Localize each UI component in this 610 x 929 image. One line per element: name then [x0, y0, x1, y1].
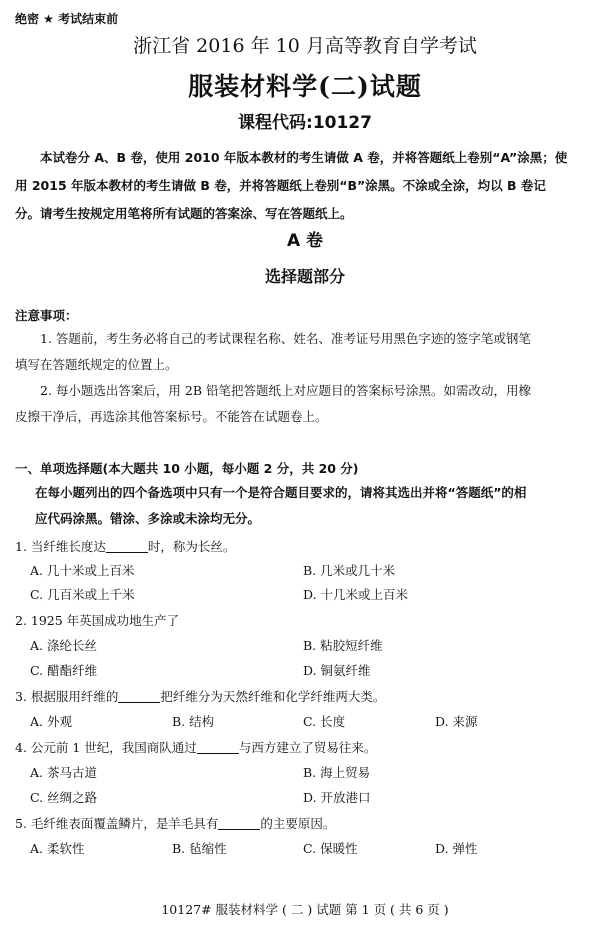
option-a: A. 涤纶长丝 [30, 638, 97, 653]
option-c: C. 丝绸之路 [30, 790, 98, 805]
question-stem: 时，称为长丝。 [147, 539, 236, 554]
option-d: D. 来源 [435, 714, 478, 729]
option-b: B. 毡缩性 [172, 841, 227, 856]
question-2 [15, 611, 179, 629]
exam-title: 浙江省 2016 年 10 月高等教育自学考试 [133, 35, 477, 57]
option-d: D. 开放港口 [303, 790, 371, 805]
choice-part-title: 选择题部分 [264, 267, 345, 286]
notice-item: 1. 答题前，考生务必将自己的考试课程名称、姓名、准考证号用黑色字迹的签字笔或钢笔 [40, 331, 531, 346]
page-footer: 10127# 服装材料学 ( 二 ) 试题 第 1 页 ( 共 6 页 ) [161, 902, 449, 917]
option-c: C. 保暖性 [303, 841, 358, 856]
question-stem: 把纤维分为天然纤维和化学纤维两大类。 [160, 689, 386, 704]
answer-blank [118, 690, 160, 703]
option-c: C. 长度 [303, 714, 346, 729]
option-b: B. 粘胶短纤维 [303, 638, 383, 653]
option-b: B. 海上贸易 [303, 765, 371, 780]
exam-instructions [15, 144, 595, 228]
option-b: B. 结构 [172, 714, 215, 729]
question-4 [15, 738, 376, 756]
option-b: B. 几米或几十米 [303, 563, 396, 578]
section-heading: 一、单项选择题(本大题共 10 小题，每小题 2 分，共 20 分) [15, 461, 359, 476]
option-c: C. 几百米或上千米 [30, 587, 135, 602]
question-stem: 4. 公元前 1 世纪，我国商队通过 [15, 740, 197, 755]
question-stem: 3. 根据服用纤维的 [15, 689, 119, 704]
question-stem: 5. 毛纤维表面覆盖鳞片，是羊毛具有 [15, 816, 219, 831]
answer-blank [197, 741, 239, 754]
notice-heading: 注意事项： [15, 308, 78, 323]
question-3 [15, 687, 385, 705]
instruction-line: 用 2015 年版本教材的考生请做 B 卷，并将答题纸上卷别“B”涂黑。不涂或全涂，均以 B 卷记 [15, 178, 546, 193]
question-5 [15, 814, 335, 832]
question-stem: 的主要原因。 [260, 816, 336, 831]
paper-title: 服装材料学(二)试题 [188, 72, 422, 101]
section-instructions [15, 480, 595, 532]
confidential-label: 绝密 ★ 考试结束前 [15, 12, 119, 26]
option-d: D. 十几米或上百米 [303, 587, 409, 602]
option-d: D. 弹性 [435, 841, 478, 856]
option-a: A. 几十米或上百米 [30, 563, 135, 578]
option-a: A. 茶马古道 [30, 765, 97, 780]
question-1 [15, 537, 235, 555]
section-instruction-line: 应代码涂黑。错涂、多涂或未涂均无分。 [35, 511, 261, 526]
option-d: D. 铜氨纤维 [303, 663, 371, 678]
notice-item-continued: 填写在答题纸规定的位置上。 [15, 357, 178, 372]
question-stem: 2. 1925 年英国成功地生产了 [15, 613, 180, 628]
notice-item: 2. 每小题选出答案后，用 2B 铅笔把答题纸上对应题目的答案标号涂黑。如需改动，用橡 [40, 383, 531, 398]
section-a-title: A 卷 [286, 231, 324, 251]
notice-items [15, 326, 595, 430]
question-stem: 1. 当纤维长度达 [15, 539, 106, 554]
option-a: A. 外观 [30, 714, 72, 729]
option-a: A. 柔软性 [30, 841, 85, 856]
instruction-line: 分。请考生按规定用笔将所有试题的答案涂、写在答题纸上。 [15, 206, 353, 221]
answer-blank [106, 540, 148, 553]
option-c: C. 醋酯纤维 [30, 663, 98, 678]
instruction-line: 本试卷分 A、B 卷，使用 2010 年版本教材的考生请做 A 卷，并将答题纸上卷别“A”涂黑；使 [40, 150, 568, 165]
section-instruction-line: 在每小题列出的四个备选项中只有一个是符合题目要求的，请将其选出并将“答题纸”的相 [35, 485, 527, 500]
course-code: 课程代码:10127 [238, 113, 372, 133]
notice-item-continued: 皮擦干净后，再选涂其他答案标号。不能答在试题卷上。 [15, 409, 328, 424]
answer-blank [218, 817, 260, 830]
question-stem: 与西方建立了贸易往来。 [238, 740, 377, 755]
